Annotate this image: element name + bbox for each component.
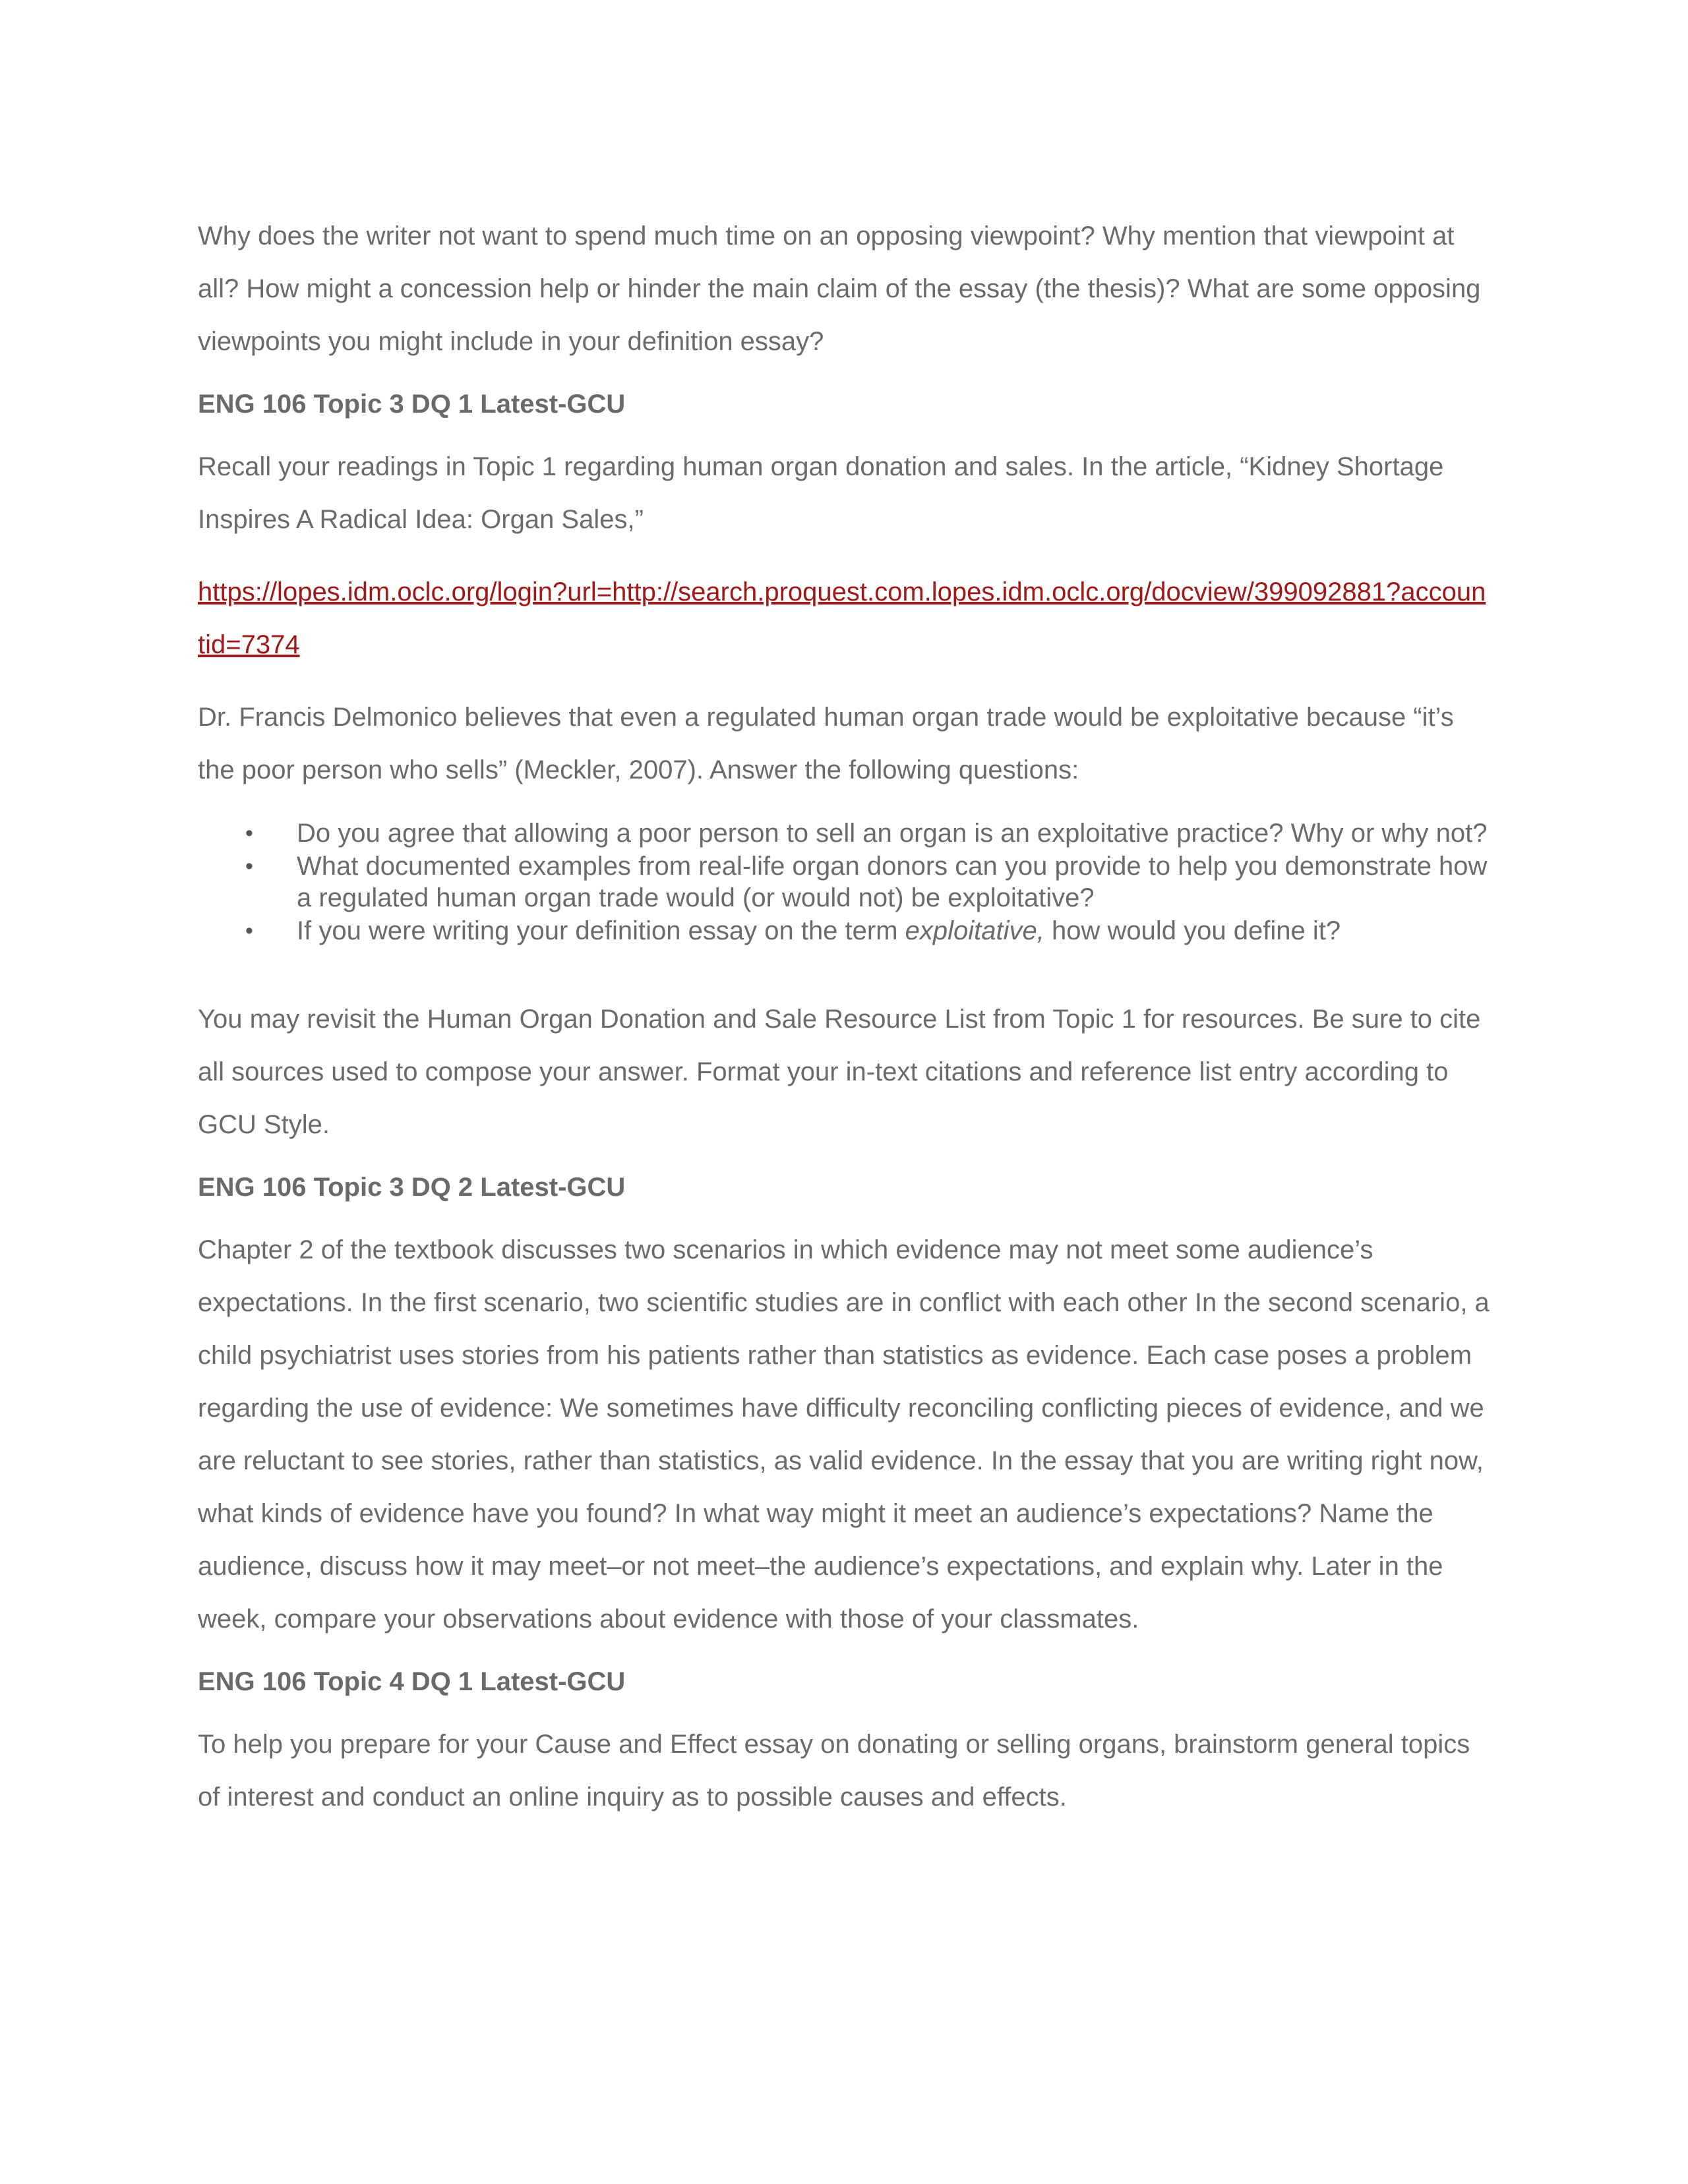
bullet-icon: • xyxy=(245,821,253,846)
section2-paragraph: Chapter 2 of the textbook discusses two scenarios in which evidence may not meet some audience’s expectations. In the first scenario, two scientific studies are in conflict with each other In the second scenario, a child psychiatrist uses stories from his patients rather than statistics as evidence. Each case poses a problem regarding the use of evidence: We sometimes have difficulty reconciling conflicting pieces of evidence, and we are reluctant to see stories, rather than statistics, as valid evidence. In the essay that you are writing right now, what kinds of evidence have you found? In what way might it meet an audience’s expectations? Name the audience, discuss how it may meet–or not meet–the audience’s expectations, and explain why. Later in the week, compare your observations about evidence with those of your classmates. xyxy=(198,1235,1490,1634)
article-link[interactable]: https://lopes.idm.oclc.org/login?url=http://search.proquest.com.lopes.idm.oclc.org/docview/399092881?accountid=7374 xyxy=(198,577,1486,659)
section-heading-topic3-dq2: ENG 106 Topic 3 DQ 2 Latest-GCU xyxy=(198,1173,626,1202)
question-text-before: If you were writing your definition essay on the term xyxy=(297,916,905,945)
question-list-item xyxy=(245,850,1490,914)
question-list xyxy=(198,817,1490,947)
question-text: What documented examples from real-life organ donors can you provide to help you demonstrate how a regulated human organ trade would (or would not) be exploitative? xyxy=(297,852,1488,912)
section1-paragraph-2: Dr. Francis Delmonico believes that even a regulated human organ trade would be exploitative because “it’s the poor person who sells” (Meckler, 2007). Answer the following questions: xyxy=(198,703,1454,784)
section-heading-topic3-dq1: ENG 106 Topic 3 DQ 1 Latest-GCU xyxy=(198,390,626,419)
intro-paragraph: Why does the writer not want to spend much time on an opposing viewpoint? Why mention that viewpoint at all? How might a concession help or hinder the main claim of the essay (the thesis)? What are some opposing viewpoints you might include in your definition essay? xyxy=(198,221,1481,356)
bullet-icon: • xyxy=(245,854,253,879)
section1-paragraph-1: Recall your readings in Topic 1 regarding human organ donation and sales. In the article, “Kidney Shortage Inspires A Radical Idea: Organ Sales,” xyxy=(198,452,1444,534)
bullet-icon: • xyxy=(245,918,253,943)
question-list-item xyxy=(245,915,1490,947)
question-text: Do you agree that allowing a poor person to sell an organ is an exploitative practice? Why or why not? xyxy=(297,819,1488,848)
section-heading-topic4-dq1: ENG 106 Topic 4 DQ 1 Latest-GCU xyxy=(198,1667,626,1696)
italic-term: exploitative, xyxy=(905,916,1044,945)
question-list-item xyxy=(245,817,1490,849)
question-text-after: how would you define it? xyxy=(1044,916,1341,945)
section1-paragraph-3: You may revisit the Human Organ Donation and Sale Resource List from Topic 1 for resources. Be sure to cite all sources used to compose your answer. Format your in-text citations and reference list entry according to GCU Style. xyxy=(198,1005,1481,1139)
document-page xyxy=(198,210,1490,1843)
section3-paragraph: To help you prepare for your Cause and Effect essay on donating or selling organs, brainstorm general topics of interest and conduct an online inquiry as to possible causes and effects. xyxy=(198,1730,1470,1812)
